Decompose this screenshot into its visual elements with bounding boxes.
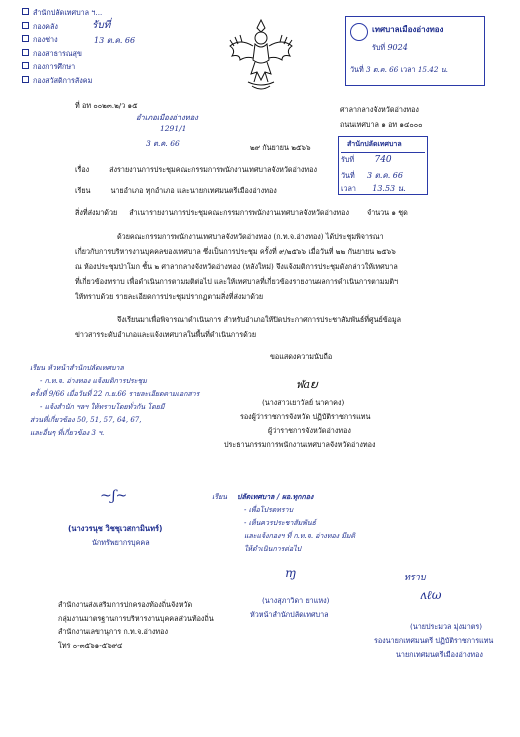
signer-title-1: รองผู้ว่าราชการจังหวัด ปฏิบัติราชการแทน: [240, 412, 371, 421]
checkbox-icon: [22, 22, 29, 29]
right-signer-title-1: รองนายกเทศมนตรี ปฏิบัติราชการแทน: [374, 636, 494, 645]
checkbox-icon: [22, 35, 29, 42]
checklist-item[interactable]: กองคลัง: [22, 20, 102, 34]
receipt-signature: รับที่: [92, 20, 111, 31]
to-row: เรียน นายอำเภอ ทุกอำเภอ และนายกเทศมนตรีเมืองอ่างทอง: [75, 186, 277, 195]
signer-name: (นางสาวเยาวัลย์ นาคาคง): [262, 398, 345, 407]
body-paragraph-2: จึงเรียนมาเพื่อพิจารณาดำเนินการ สำหรับอำเภอให้ปิดประกาศการประชาสัมพันธ์ที่ศูนย์ข้อมูล ข่าวสารระดับอำเภอและแจ้งเทศบาลในพื้นที่ดำเนินการด้วย: [75, 315, 402, 339]
receipt-date: 13 ต.ค. 66: [94, 36, 136, 45]
checklist-item[interactable]: กองช่าง: [22, 33, 102, 47]
palad-stamp-title: สำนักปลัดเทศบาล: [347, 140, 402, 148]
reference-number: ที่ อท ๐๐๒๓.๒/ว ๑๕: [75, 101, 138, 110]
sender-address-2: ถนนเทศบาล ๑ อท ๑๔๐๐๐: [340, 120, 423, 129]
right-signature-mark: ʌℓω: [420, 588, 442, 602]
checkbox-icon: [22, 8, 29, 15]
signer-title-3: ประธานกรรมการพนักงานเทศบาลจังหวัดอ่างทอง: [224, 440, 376, 449]
left-signer-title: นักทรัพยากรบุคคล: [92, 538, 150, 547]
body-paragraph-1: ด้วยคณะกรรมการพนักงานเทศบาลจังหวัดอ่างทอง (ก.ท.จ.อ่างทอง) ได้ประชุมพิจารณา เกี่ยวกับการบริหารงานบุคคลของเทศบาล ซึ่งเป็นการประชุม ครั้งที่ ๙/๒๕๖๖ เมื่อวันที่ ๒๒ กันยายน ๒๕๖๖ ณ ห้องประชุมป่าโมก ชั้น ๒ ศาลากลางจังหวัดอ่างทอง (หลังใหม่) จึงแจ้งมติการประชุมดังกล่าวให้เทศบาล ที่เกี่ยวข้องทราบ เพื่อดำเนินการตามมติต่อไป และให้เทศบาลที่เกี่ยวข้องรายงานผลการดำเนินการตามมติฯ ให้ทราบด้วย รายละเอียดการประชุมปรากฏตามสิ่งที่ส่งมาด้วย: [75, 232, 399, 301]
document-date: ๒๙ กันยายน ๒๕๖๖: [250, 143, 311, 152]
office-stamp-label: อำเภอเมืองอ่างทอง: [136, 113, 198, 122]
right-note: ทราบ: [404, 573, 426, 583]
left-signature-mark: ~ʃ~: [100, 488, 128, 504]
palad-date-row: วันที่ 3 ต.ค. 66: [341, 171, 403, 180]
office-stamp-no: 1291/1: [160, 124, 187, 133]
left-signer-name: (นางวรนุช วิชชุเวสกามินทร์): [68, 524, 163, 533]
stamp-receive-row: รับที่ 9024: [372, 43, 408, 52]
checklist-item[interactable]: กองการศึกษา: [22, 60, 102, 74]
footer-contact: สำนักงานส่งเสริมการปกครองท้องถิ่นจังหวัด กลุ่มงานมาตรฐานการบริหารงานบุคคลส่วนท้องถิ่น สำนักงานเลขานุการ ก.ท.จ.อ่างทอง โทร ๐-๓๕๖๑-๕๖๙๔: [58, 600, 214, 650]
routing-checklist: [22, 6, 102, 87]
mid-signature-mark: ɱ: [285, 566, 297, 580]
subject-row: เรื่อง ส่งรายงานการประชุมคณะกรรมการพนักงานเทศบาลจังหวัดอ่างทอง: [75, 165, 317, 174]
checklist-item[interactable]: กองสาธารณสุข: [22, 47, 102, 61]
stamp-title: เทศบาลเมืองอ่างทอง: [372, 25, 444, 34]
checklist-item[interactable]: สำนักปลัดเทศบาล ฯ...: [22, 6, 102, 20]
signature-mark: ฬaຍ: [296, 378, 318, 391]
right-signer-title-2: นายกเทศมนตรีเมืองอ่างทอง: [396, 650, 483, 659]
palad-receive-row: รับที่ 740: [341, 155, 392, 165]
checkbox-icon: [22, 76, 29, 83]
seal-icon: [350, 23, 368, 41]
checkbox-icon: [22, 49, 29, 56]
city-received-stamp: [345, 16, 485, 86]
mid-signer-title: หัวหน้าสำนักปลัดเทศบาล: [250, 610, 329, 619]
attachment-row: สิ่งที่ส่งมาด้วย สำเนารายงานการประชุมคณะกรรมการพนักงานเทศบาลจังหวัดอ่างทอง จำนวน ๑ ชุด: [75, 208, 408, 217]
stamp-date-row: วันที่ 3 ต.ค. 66 เวลา 15.42 น.: [350, 65, 448, 74]
signer-title-2: ผู้ว่าราชการจังหวัดอ่างทอง: [268, 426, 351, 435]
checklist-item[interactable]: กองสวัสดิการสังคม: [22, 74, 102, 88]
sender-address-1: ศาลากลางจังหวัดอ่างทอง: [340, 105, 419, 114]
palad-time-row: เวลา 13.53 น.: [341, 184, 406, 193]
mid-signer-name: (นางสุภาวิดา ยาแหง): [262, 596, 330, 605]
palad-received-stamp: [338, 136, 428, 195]
handwritten-note-left: เรียน หัวหน้าสำนักปลัดเทศบาล - ก.ท.จ. อ่างทอง แจ้งมติการประชุม ครั้งที่ 9/66 เมื่อวันที่ 22 ก.ย.66 รายละเอียดตามเอกสาร - แจ้งสำนัก ฯลฯ ให้ทราบโดยทั่วกัน โดยมี ส่วนที่เกี่ยวข้อง 50, 51, 57, 64, 67, และอื่นๆ ที่เกี่ยวข้อง 3 ฯ.: [30, 364, 200, 437]
garuda-emblem-icon: [226, 16, 296, 96]
closing: ขอแสดงความนับถือ: [270, 352, 333, 361]
right-signer-name: (นายประมวล มุ่งมาตร): [410, 622, 483, 631]
checkbox-icon: [22, 62, 29, 69]
office-stamp-date: 3 ต.ค. 66: [146, 139, 180, 148]
handwritten-note-mid: เรียน ปลัดเทศบาล / ผอ.ทุกกอง - เพื่อโปรดทราบ - เห็นควรประชาสัมพันธ์ และแจ้งกองฯ ที่ ก.ท.จ. อ่างทอง มีมติ ให้ดำเนินการต่อไป: [212, 492, 356, 553]
